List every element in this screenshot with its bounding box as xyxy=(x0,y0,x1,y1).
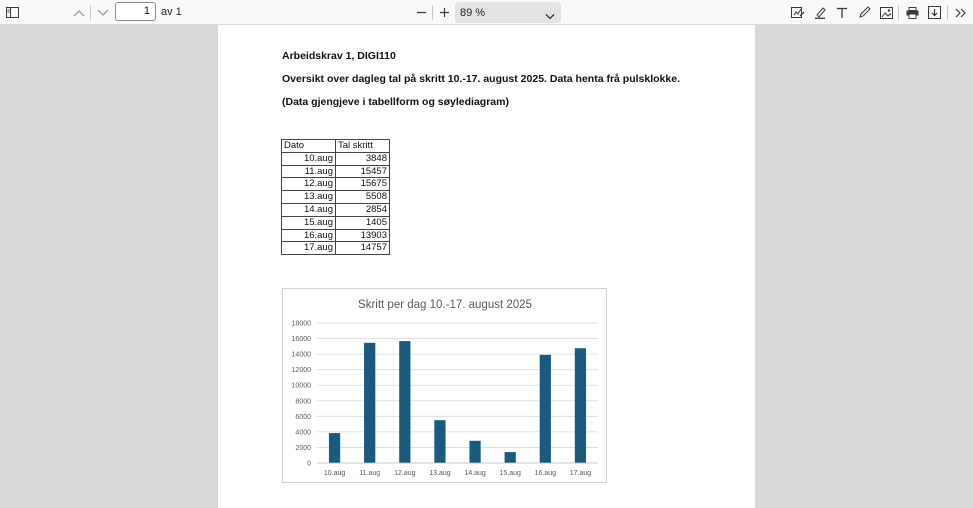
table-row xyxy=(282,178,390,191)
zoom-select[interactable] xyxy=(455,2,561,23)
table-header: Tal skritt xyxy=(336,140,390,153)
table-header: Dato xyxy=(282,140,336,153)
x-tick-label: 10.aug xyxy=(323,470,346,477)
x-tick-label: 17.aug xyxy=(569,470,592,477)
x-tick-label: 12.aug xyxy=(394,470,416,477)
save-icon[interactable] xyxy=(925,0,943,25)
steps-table xyxy=(281,139,390,255)
table-row xyxy=(282,242,390,255)
steps-bar-chart xyxy=(282,288,607,483)
y-tick-label: 6000 xyxy=(295,413,311,421)
y-tick-label: 0 xyxy=(307,460,311,468)
pdf-toolbar xyxy=(0,0,973,25)
y-tick-label: 12000 xyxy=(291,367,311,375)
bar-13.aug xyxy=(434,420,445,463)
table-cell: 12.aug xyxy=(282,178,336,191)
y-tick-label: 16000 xyxy=(291,336,311,344)
table-cell: 13903 xyxy=(336,229,390,242)
table-header-row xyxy=(282,140,390,153)
zoom-out-icon[interactable] xyxy=(413,0,429,25)
bar-10.aug xyxy=(329,433,340,463)
print-icon[interactable] xyxy=(903,0,921,25)
bar-16.aug xyxy=(540,355,551,463)
table-cell: 11.aug xyxy=(282,165,336,178)
table-cell: 17.aug xyxy=(282,242,336,255)
page-number-input[interactable]: 1 xyxy=(115,2,156,21)
table-cell: 14757 xyxy=(336,242,390,255)
pdf-page xyxy=(218,25,755,508)
bar-17.aug xyxy=(575,348,586,463)
y-tick-label: 18000 xyxy=(291,320,311,328)
document-note: (Data gjengjeve i tabellform og søylediagram) xyxy=(282,96,509,108)
bar-14.aug xyxy=(469,441,480,463)
table-row xyxy=(282,229,390,242)
zoom-value: 89 % xyxy=(460,7,486,19)
toolbar-divider xyxy=(947,5,948,20)
x-tick-label: 13.aug xyxy=(429,470,451,477)
chevron-down-icon xyxy=(545,7,555,25)
previous-page-icon[interactable] xyxy=(70,0,88,25)
sidebar-toggle-icon[interactable] xyxy=(4,0,20,25)
table-row xyxy=(282,152,390,165)
toolbar-divider xyxy=(432,5,433,20)
text-icon[interactable] xyxy=(833,0,851,25)
bar-15.aug xyxy=(505,452,516,463)
table-cell: 14.aug xyxy=(282,203,336,216)
table-cell: 1405 xyxy=(336,216,390,229)
toolbar-divider xyxy=(90,5,91,20)
document-title: Arbeidskrav 1, DIGI110 xyxy=(282,50,396,62)
chart-title: Skritt per dag 10.-17. august 2025 xyxy=(358,299,532,311)
table-row xyxy=(282,216,390,229)
table-cell: 13.aug xyxy=(282,191,336,204)
image-icon[interactable] xyxy=(877,0,895,25)
chart-canvas xyxy=(283,289,608,484)
document-subtitle: Oversikt over dagleg tal på skritt 10.-17. august 2025. Data henta frå pulsklokke. xyxy=(282,73,680,85)
next-page-icon[interactable] xyxy=(94,0,112,25)
table-row xyxy=(282,165,390,178)
y-tick-label: 8000 xyxy=(295,398,311,406)
x-tick-label: 11.aug xyxy=(359,470,381,477)
y-tick-label: 14000 xyxy=(291,351,311,359)
table-row xyxy=(282,203,390,216)
y-tick-label: 2000 xyxy=(295,444,311,452)
zoom-in-icon[interactable] xyxy=(436,0,452,25)
table-row xyxy=(282,191,390,204)
page-count-label: av 1 xyxy=(161,6,182,18)
draw-with-touch-icon[interactable] xyxy=(789,0,807,25)
table-cell: 15.aug xyxy=(282,216,336,229)
table-cell: 5508 xyxy=(336,191,390,204)
table-cell: 15457 xyxy=(336,165,390,178)
more-options-icon[interactable] xyxy=(952,0,970,25)
table-cell: 15675 xyxy=(336,178,390,191)
x-tick-label: 15.aug xyxy=(499,470,521,477)
table-cell: 2854 xyxy=(336,203,390,216)
table-cell: 10.aug xyxy=(282,152,336,165)
bar-12.aug xyxy=(399,341,410,463)
x-tick-label: 14.aug xyxy=(464,470,486,477)
table-cell: 3848 xyxy=(336,152,390,165)
toolbar-divider xyxy=(898,5,899,20)
highlight-icon[interactable] xyxy=(811,0,829,25)
y-tick-label: 4000 xyxy=(295,429,311,437)
y-tick-label: 10000 xyxy=(291,382,311,390)
x-tick-label: 16.aug xyxy=(534,470,557,477)
bar-11.aug xyxy=(364,343,375,463)
table-cell: 16.aug xyxy=(282,229,336,242)
draw-icon[interactable] xyxy=(855,0,873,25)
